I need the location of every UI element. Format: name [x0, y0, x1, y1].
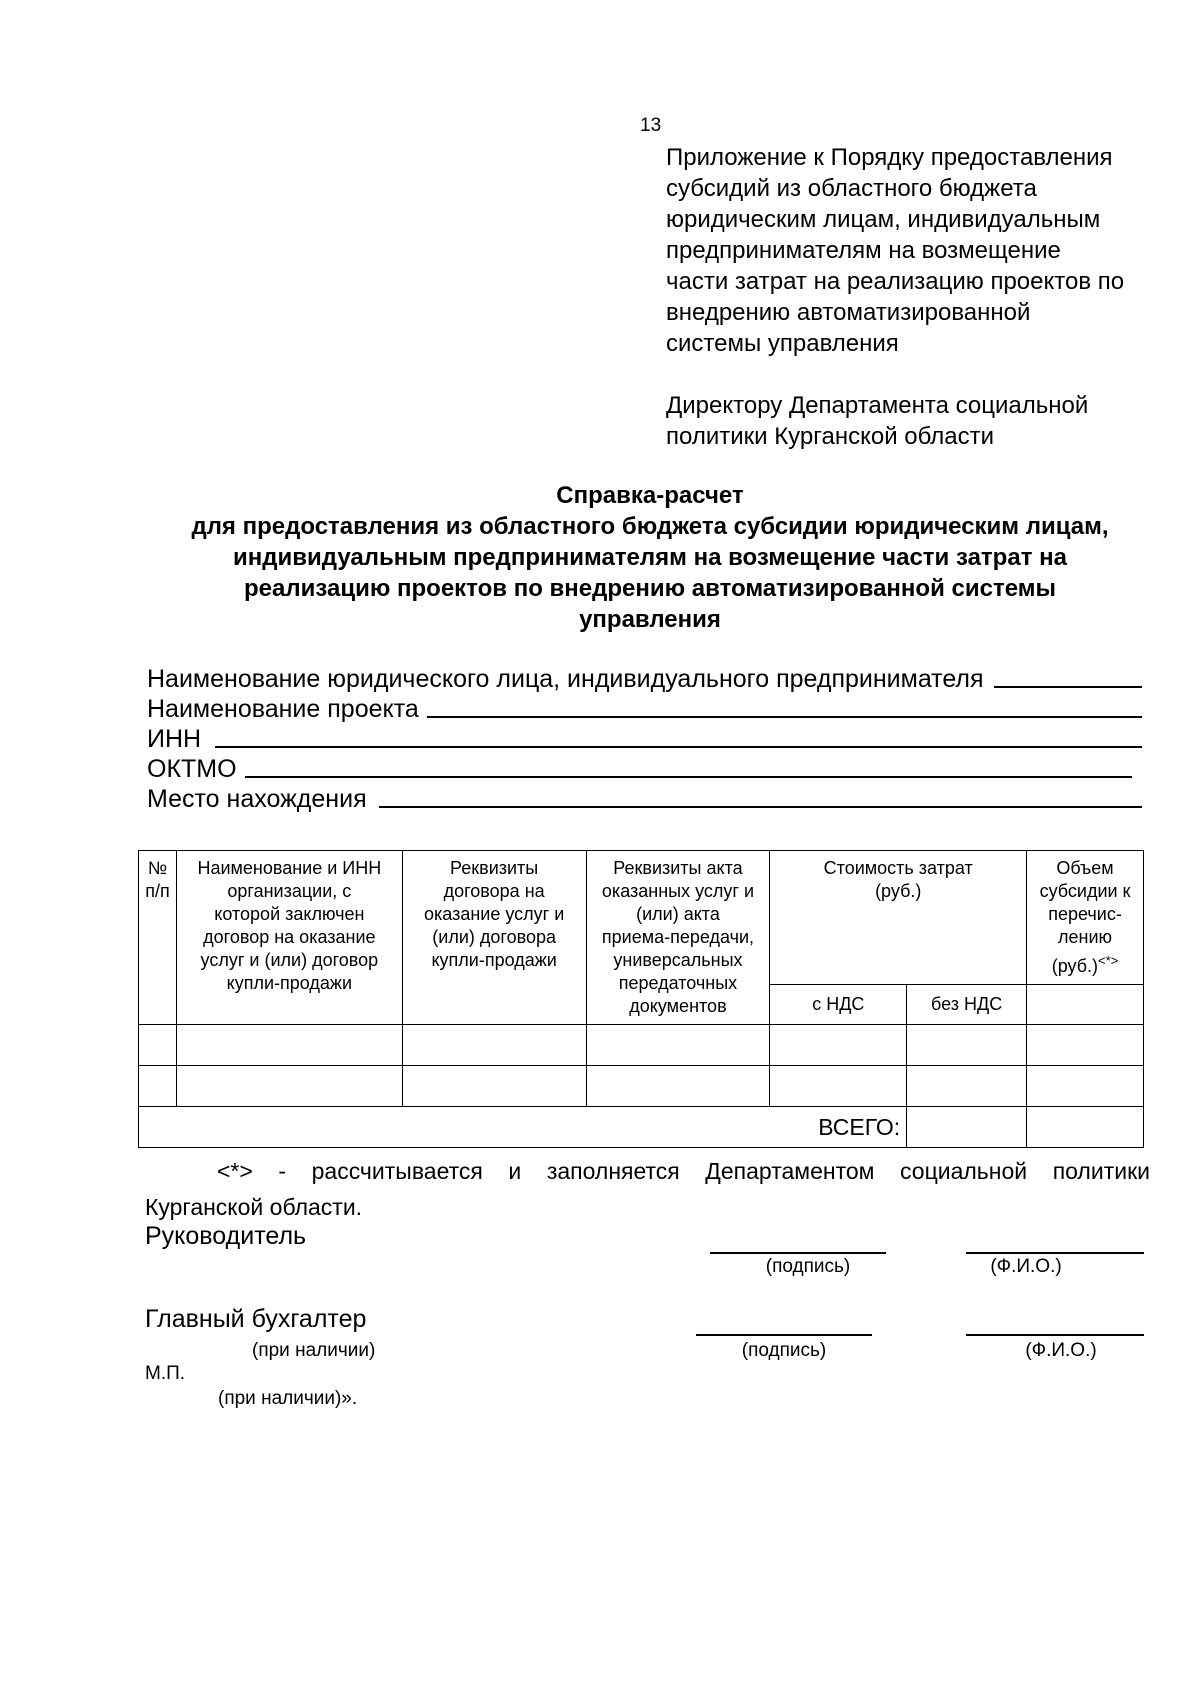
org-name-input-line[interactable]	[994, 684, 1142, 688]
footnote-line: <*> - рассчитывается и заполняется Департаментом социальной политики	[217, 1158, 1150, 1184]
total-cell[interactable]	[907, 1107, 1027, 1148]
appendix-line: предпринимателям на возмещение	[666, 237, 1061, 264]
appendix-line: системы управления	[666, 330, 899, 357]
project-name-input-line[interactable]	[427, 714, 1142, 718]
project-name-field[interactable]	[147, 695, 1142, 724]
oktmo-input-line[interactable]	[245, 774, 1132, 778]
table-row[interactable]	[139, 1025, 1144, 1066]
page-number: 13	[640, 115, 662, 136]
table-cell[interactable]	[1027, 1025, 1144, 1066]
calculation-table	[138, 850, 1144, 1148]
header-cost: Стоимость затрат (руб.)	[770, 851, 1027, 985]
head-fio-caption: (Ф.И.О.)	[990, 1256, 1062, 1277]
location-field[interactable]	[147, 785, 1142, 814]
title-line: для предоставления из областного бюджета субсидии юридическим лицам,	[191, 513, 1109, 540]
addressee-line: политики Курганской области	[666, 423, 995, 450]
header-cost-novat: без НДС	[907, 985, 1027, 1025]
title-line: индивидуальным предпринимателям на возмещение части затрат на	[233, 544, 1067, 571]
footnote-line: Курганской области.	[145, 1194, 363, 1220]
header-cost-vat: с НДС	[770, 985, 907, 1025]
head-signature-caption: (подпись)	[765, 1256, 851, 1277]
accountant-fio-caption: (Ф.И.О.)	[1025, 1340, 1097, 1361]
table-cell[interactable]	[907, 1025, 1027, 1066]
location-input-line[interactable]	[379, 804, 1142, 808]
org-name-field[interactable]	[147, 665, 1142, 694]
table-cell[interactable]	[586, 1066, 770, 1107]
table-cell[interactable]	[176, 1066, 402, 1107]
accountant-signature-caption: (подпись)	[741, 1340, 827, 1361]
stamp-note: (при наличии)».	[218, 1388, 358, 1409]
appendix-line: Приложение к Порядку предоставления	[666, 144, 1113, 171]
addressee-line: Директору Департамента социальной	[666, 392, 1089, 419]
document-title	[140, 480, 1160, 635]
header-org: Наименование и ИНН организации, с которой заключен договор на оказание услуг и (или) договор купли-продажи	[176, 851, 402, 1025]
appendix-line: внедрению автоматизированной	[666, 299, 1031, 326]
title-line: управления	[579, 606, 721, 633]
addressee	[666, 390, 1166, 452]
table-cell[interactable]	[139, 1025, 177, 1066]
header-subsidy-empty	[1027, 985, 1144, 1025]
project-name-label: Наименование проекта	[147, 695, 419, 723]
table-total-row	[139, 1107, 1144, 1148]
table-header-row	[139, 851, 1144, 985]
table-cell[interactable]	[586, 1025, 770, 1066]
table-cell[interactable]	[402, 1066, 586, 1107]
head-fio-line[interactable]	[966, 1252, 1144, 1254]
oktmo-field[interactable]	[147, 755, 1132, 784]
location-label: Место нахождения	[147, 785, 367, 813]
appendix-line: части затрат на реализацию проектов по	[666, 268, 1125, 295]
inn-field[interactable]	[147, 725, 1142, 754]
accountant-signature-line[interactable]	[696, 1334, 872, 1336]
chief-accountant-note: (при наличии)	[252, 1340, 376, 1361]
title-line: реализацию проектов по внедрению автоматизированной системы	[244, 575, 1056, 602]
total-cell[interactable]	[1027, 1107, 1144, 1148]
appendix-line: юридическим лицам, индивидуальным	[666, 206, 1101, 233]
table-cell[interactable]	[770, 1025, 907, 1066]
table-cell[interactable]	[770, 1066, 907, 1107]
header-num: № п/п	[139, 851, 177, 1025]
org-name-label: Наименование юридического лица, индивидуального предпринимателя	[147, 665, 984, 693]
appendix-line: субсидий из областного бюджета	[666, 175, 1037, 202]
table-row[interactable]	[139, 1066, 1144, 1107]
header-act: Реквизиты акта оказанных услуг и (или) акта приема-передачи, универсальных передаточных документов	[586, 851, 770, 1025]
oktmo-label: ОКТМО	[147, 755, 237, 783]
chief-accountant-label: Главный бухгалтер	[145, 1305, 367, 1333]
appendix-note	[666, 142, 1166, 359]
table-cell[interactable]	[1027, 1066, 1144, 1107]
title-main: Справка-расчет	[556, 482, 744, 509]
footnote	[145, 1153, 1150, 1225]
head-signature-line[interactable]	[710, 1252, 886, 1254]
accountant-fio-line[interactable]	[966, 1334, 1144, 1336]
inn-input-line[interactable]	[215, 744, 1142, 748]
head-label: Руководитель	[145, 1222, 307, 1250]
table-cell[interactable]	[139, 1066, 177, 1107]
table-cell[interactable]	[176, 1025, 402, 1066]
header-contract: Реквизиты договора на оказание услуг и (или) договора купли-продажи	[402, 851, 586, 1025]
total-label: ВСЕГО:	[139, 1107, 907, 1148]
inn-label: ИНН	[147, 725, 202, 753]
table-cell[interactable]	[907, 1066, 1027, 1107]
table-cell[interactable]	[402, 1025, 586, 1066]
stamp-label: М.П.	[145, 1363, 186, 1384]
header-subsidy: Объем субсидии к перечис- лению (руб.)<*>	[1027, 851, 1144, 985]
